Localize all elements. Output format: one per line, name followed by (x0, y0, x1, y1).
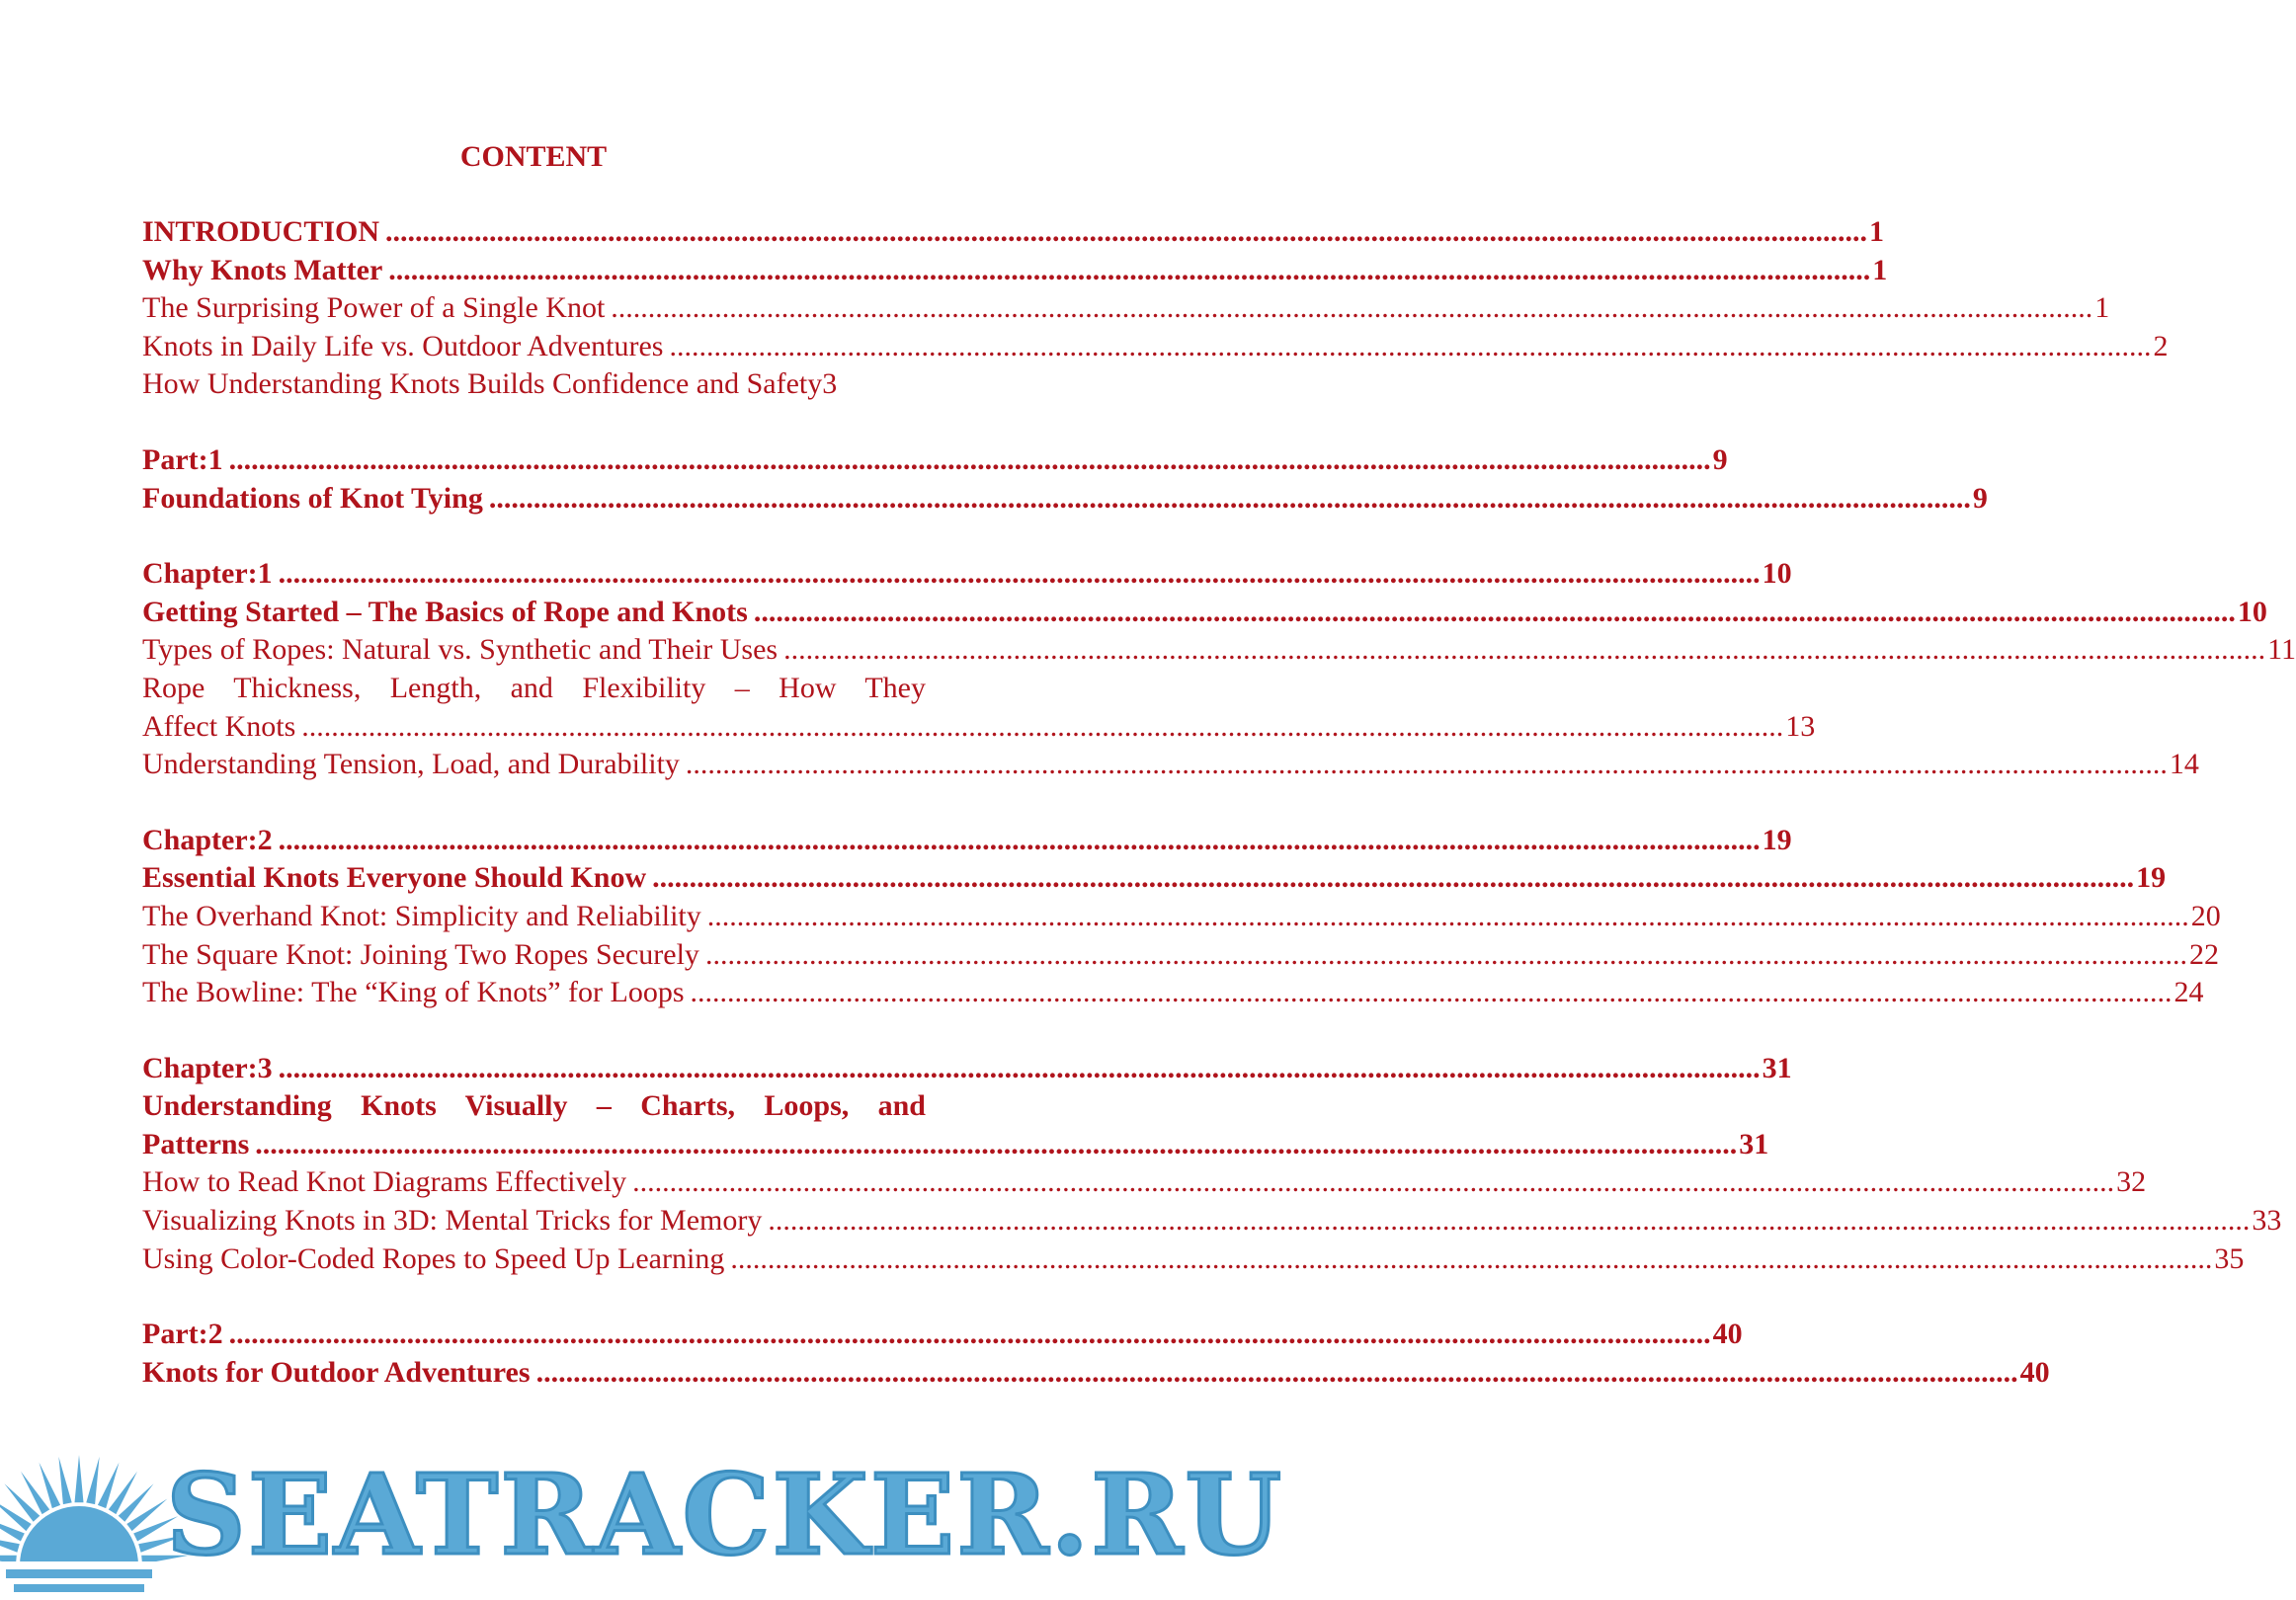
toc-group (142, 555, 2296, 784)
toc-group (142, 213, 2169, 404)
toc-entry[interactable] (142, 1126, 1769, 1164)
toc-entry-page: 1 (1872, 253, 1888, 286)
toc-entry-title: Essential Knots Everyone Should Know (142, 861, 647, 895)
dot-leader (669, 328, 2151, 366)
toc-entry[interactable] (142, 1354, 2050, 1393)
dot-leader (705, 936, 2187, 975)
toc-entry[interactable] (142, 974, 2204, 1012)
toc-entry-page: 22 (2188, 937, 2219, 971)
dot-leader (686, 746, 2168, 784)
dot-leader (611, 289, 2092, 328)
toc-entry[interactable] (142, 746, 2199, 784)
dot-leader (652, 859, 2134, 898)
toc-entry-page: 11 (2267, 633, 2296, 667)
toc-entry[interactable] (142, 1050, 1792, 1088)
toc-entry-title: Types of Ropes: Natural vs. Synthetic and Their Uses (142, 633, 779, 667)
toc-entry-title: Part:1 (142, 442, 223, 476)
dot-leader (632, 1163, 2114, 1202)
toc-entry-page: 9 (1972, 481, 1988, 515)
dot-leader (279, 1050, 1761, 1088)
sun-ray (58, 1457, 71, 1504)
toc-entry-title: Rope Thickness, Length, and Flexibility – How They (142, 671, 926, 704)
toc-entry-title: Knots in Daily Life vs. Outdoor Adventures (142, 329, 664, 362)
table-of-contents (142, 213, 2296, 1429)
dot-leader (783, 631, 2265, 670)
toc-entry-page: 14 (2169, 748, 2199, 781)
toc-entry-title: Getting Started – The Basics of Rope and Knots (142, 595, 748, 628)
dot-leader (489, 480, 1971, 519)
toc-entry-title: Chapter:3 (142, 1051, 273, 1084)
toc-group (142, 822, 2221, 1012)
toc-entry-title: The Square Knot: Joining Two Ropes Securely (142, 937, 699, 971)
toc-entry-title: Chapter:1 (142, 557, 273, 591)
toc-entry-page: 32 (2116, 1165, 2147, 1199)
toc-entry-page: 19 (2136, 861, 2167, 895)
dot-leader (301, 708, 1783, 747)
toc-entry[interactable] (142, 555, 1792, 594)
toc-entry-page: 35 (2214, 1241, 2245, 1275)
toc-entry-title: Using Color-Coded Ropes to Speed Up Learning (142, 1241, 725, 1275)
toc-entry-page: 9 (1712, 442, 1728, 476)
toc-entry-page: 31 (1739, 1127, 1769, 1160)
toc-entry-page: 20 (2190, 899, 2221, 932)
toc-entry-title: The Surprising Power of a Single Knot (142, 291, 606, 325)
toc-entry-page: 1 (2094, 291, 2110, 325)
toc-entry-page: 33 (2252, 1204, 2282, 1238)
toc-entry[interactable] (142, 252, 1888, 290)
toc-group (142, 1316, 2050, 1392)
toc-entry[interactable] (142, 822, 1792, 860)
sun-ray (86, 1457, 99, 1504)
toc-entry[interactable] (142, 898, 2221, 936)
dot-leader (730, 1240, 2212, 1279)
dot-leader (388, 252, 1870, 290)
toc-entry-page: 10 (2237, 595, 2267, 628)
dot-leader (768, 1202, 2250, 1240)
toc-entry-title: Affect Knots (142, 709, 296, 743)
toc-entry-title: How to Read Knot Diagrams Effectively (142, 1165, 627, 1199)
toc-entry[interactable] (142, 1316, 1743, 1354)
toc-entry-title: The Overhand Knot: Simplicity and Reliability (142, 899, 701, 932)
toc-entry[interactable] (142, 480, 1988, 519)
toc-entry[interactable] (142, 708, 1816, 747)
toc-entry[interactable] (142, 1087, 926, 1126)
toc-entry-title: How Understanding Knots Builds Confidence and Safety (142, 367, 823, 401)
toc-entry-title: Visualizing Knots in 3D: Mental Tricks for Memory (142, 1204, 763, 1238)
toc-entry[interactable] (142, 1240, 2245, 1279)
toc-entry[interactable] (142, 441, 1728, 480)
dot-leader (536, 1354, 2018, 1393)
dot-leader (255, 1126, 1737, 1164)
toc-entry-page: 24 (2173, 976, 2204, 1009)
toc-entry[interactable] (142, 1163, 2147, 1202)
toc-entry-title: Chapter:2 (142, 823, 273, 856)
toc-entry[interactable] (142, 289, 2110, 328)
toc-entry-title: Knots for Outdoor Adventures (142, 1355, 531, 1389)
page-title: CONTENT (459, 140, 608, 173)
dot-leader (707, 898, 2189, 936)
dot-leader (229, 1316, 1711, 1354)
toc-entry-page: 40 (1712, 1318, 1743, 1351)
toc-entry[interactable] (142, 670, 926, 708)
toc-entry[interactable] (142, 631, 2296, 670)
toc-entry[interactable] (142, 594, 2267, 632)
toc-entry-page: 40 (2019, 1355, 2050, 1389)
toc-entry[interactable] (142, 859, 2167, 898)
toc-entry-page: 13 (1785, 709, 1816, 743)
toc-entry-title: Understanding Knots Visually – Charts, Loops, and (142, 1089, 926, 1123)
dot-leader (754, 594, 2236, 632)
dot-leader (229, 441, 1711, 480)
watermark (0, 1437, 1284, 1600)
dot-leader (279, 822, 1761, 860)
dot-leader (691, 974, 2173, 1012)
toc-entry[interactable] (142, 213, 1885, 252)
toc-entry-title: Patterns (142, 1127, 250, 1160)
dot-leader (385, 213, 1867, 252)
toc-group (142, 1050, 2282, 1279)
toc-entry-title: The Bowline: The “King of Knots” for Loops (142, 976, 685, 1009)
toc-entry-title: Why Knots Matter (142, 253, 383, 286)
toc-entry[interactable] (142, 328, 2169, 366)
toc-entry-title: Understanding Tension, Load, and Durability (142, 748, 680, 781)
toc-entry-page: 19 (1762, 823, 1792, 856)
dot-leader (279, 555, 1761, 594)
watermark-text: SEATRACKER.RU (166, 1451, 1284, 1580)
toc-entry[interactable] (142, 365, 926, 404)
toc-entry-page: 1 (1869, 215, 1885, 248)
sun-icon (0, 1447, 158, 1595)
toc-entry-page: 10 (1762, 557, 1792, 591)
toc-entry-title: Part:2 (142, 1318, 223, 1351)
toc-entry[interactable] (142, 1202, 2282, 1240)
toc-group (142, 441, 1988, 518)
toc-entry-title: INTRODUCTION (142, 215, 380, 248)
toc-entry-page: 2 (2153, 329, 2169, 362)
sun-ray (75, 1455, 84, 1502)
toc-entry-title: Foundations of Knot Tying (142, 481, 483, 515)
toc-entry-page: 31 (1762, 1051, 1792, 1084)
toc-entry-page: 3 (822, 367, 838, 401)
toc-entry[interactable] (142, 936, 2219, 975)
